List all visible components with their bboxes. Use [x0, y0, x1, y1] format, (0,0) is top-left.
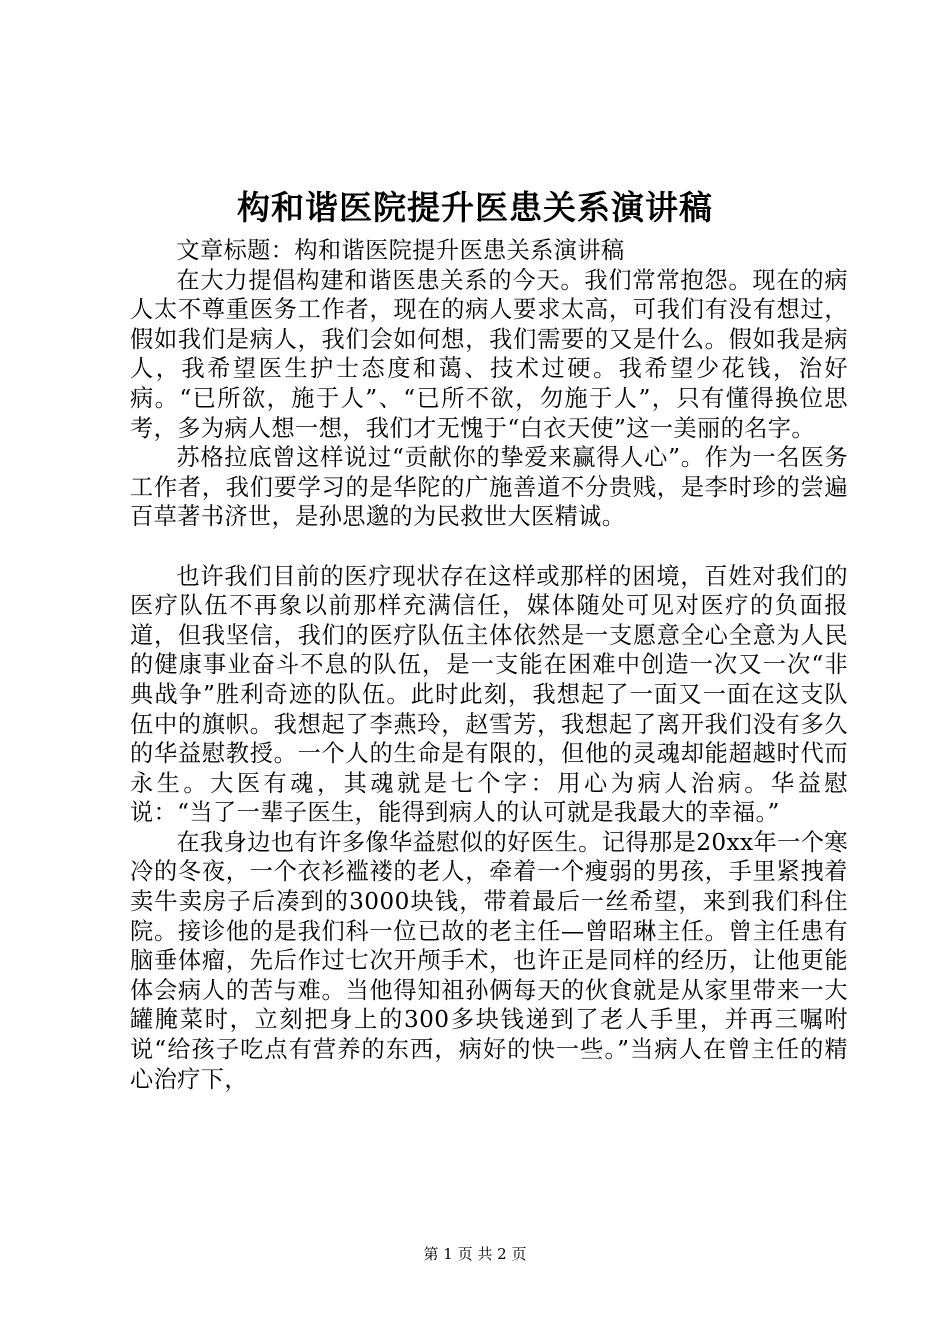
document-body	[130, 236, 848, 1094]
paragraph-spacer	[130, 532, 848, 562]
page-number: 第 1 页 共 2 页	[423, 1245, 527, 1263]
document-title: 构和谐医院提升医患关系演讲稿	[237, 188, 713, 227]
paragraph-1: 在大力提倡构建和谐医患关系的今天。我们常常抱怨。现在的病人太不尊重医务工作者，现在的病人要求太高，可我们有没有想过，假如我们是病人，我们会如何想，我们需要的又是什么。假如我是病人，我希望医生护士态度和蔼、技术过硬。我希望少花钱，治好病。“已所欲，施于人”、“已所不欲，勿施于人”，只有懂得换位思考，多为病人想一想，我们才无愧于“白衣天使”这一美丽的名字。	[130, 266, 848, 442]
paragraph-3: 也许我们目前的医疗现状存在这样或那样的困境，百姓对我们的医疗队伍不再象以前那样充满信任，媒体随处可见对医疗的负面报道，但我坚信，我们的医疗队伍主体依然是一支愿意全心全意为人民的健康事业奋斗不息的队伍，是一支能在困难中创造一次又一次“非典战争”胜利奇迹的队伍。此时此刻，我想起了一面又一面在这支队伍中的旗帜。我想起了李燕玲，赵雪芳，我想起了离开我们没有多久的华益慰教授。一个人的生命是有限的，但他的灵魂却能超越时代而永生。大医有魂，其魂就是七个字：用心为病人治病。华益慰说：“当了一辈子医生，能得到病人的认可就是我最大的幸福。”	[130, 562, 848, 827]
page-footer	[0, 1244, 950, 1264]
paragraph-4: 在我身边也有许多像华益慰似的好医生。记得那是20xx年一个寒冷的冬夜，一个衣衫褴褛的老人，牵着一个瘦弱的男孩，手里紧拽着卖牛卖房子后凑到的3000块钱，带着最后一丝希望，来到我们科住院。接诊他的是我们科一位已故的老主任—曾昭琳主任。曾主任患有脑垂体瘤，先后作过七次开颅手术，也许正是同样的经历，让他更能体会病人的苦与难。当他得知祖孙俩每天的伙食就是从家里带来一大罐腌菜时，立刻把身上的300多块钱递到了老人手里，并再三嘱咐说“给孩子吃点有营养的东西，病好的快一些。”当病人在曾主任的精心治疗下，	[130, 828, 848, 1093]
paragraph-article-title: 文章标题：构和谐医院提升医患关系演讲稿	[176, 237, 625, 264]
paragraph-2: 苏格拉底曾这样说过“贡献你的挚爱来赢得人心”。作为一名医务工作者，我们要学习的是华陀的广施善道不分贵贱，是李时珍的尝遍百草著书济世，是孙思邈的为民救世大医精诚。	[130, 444, 848, 531]
